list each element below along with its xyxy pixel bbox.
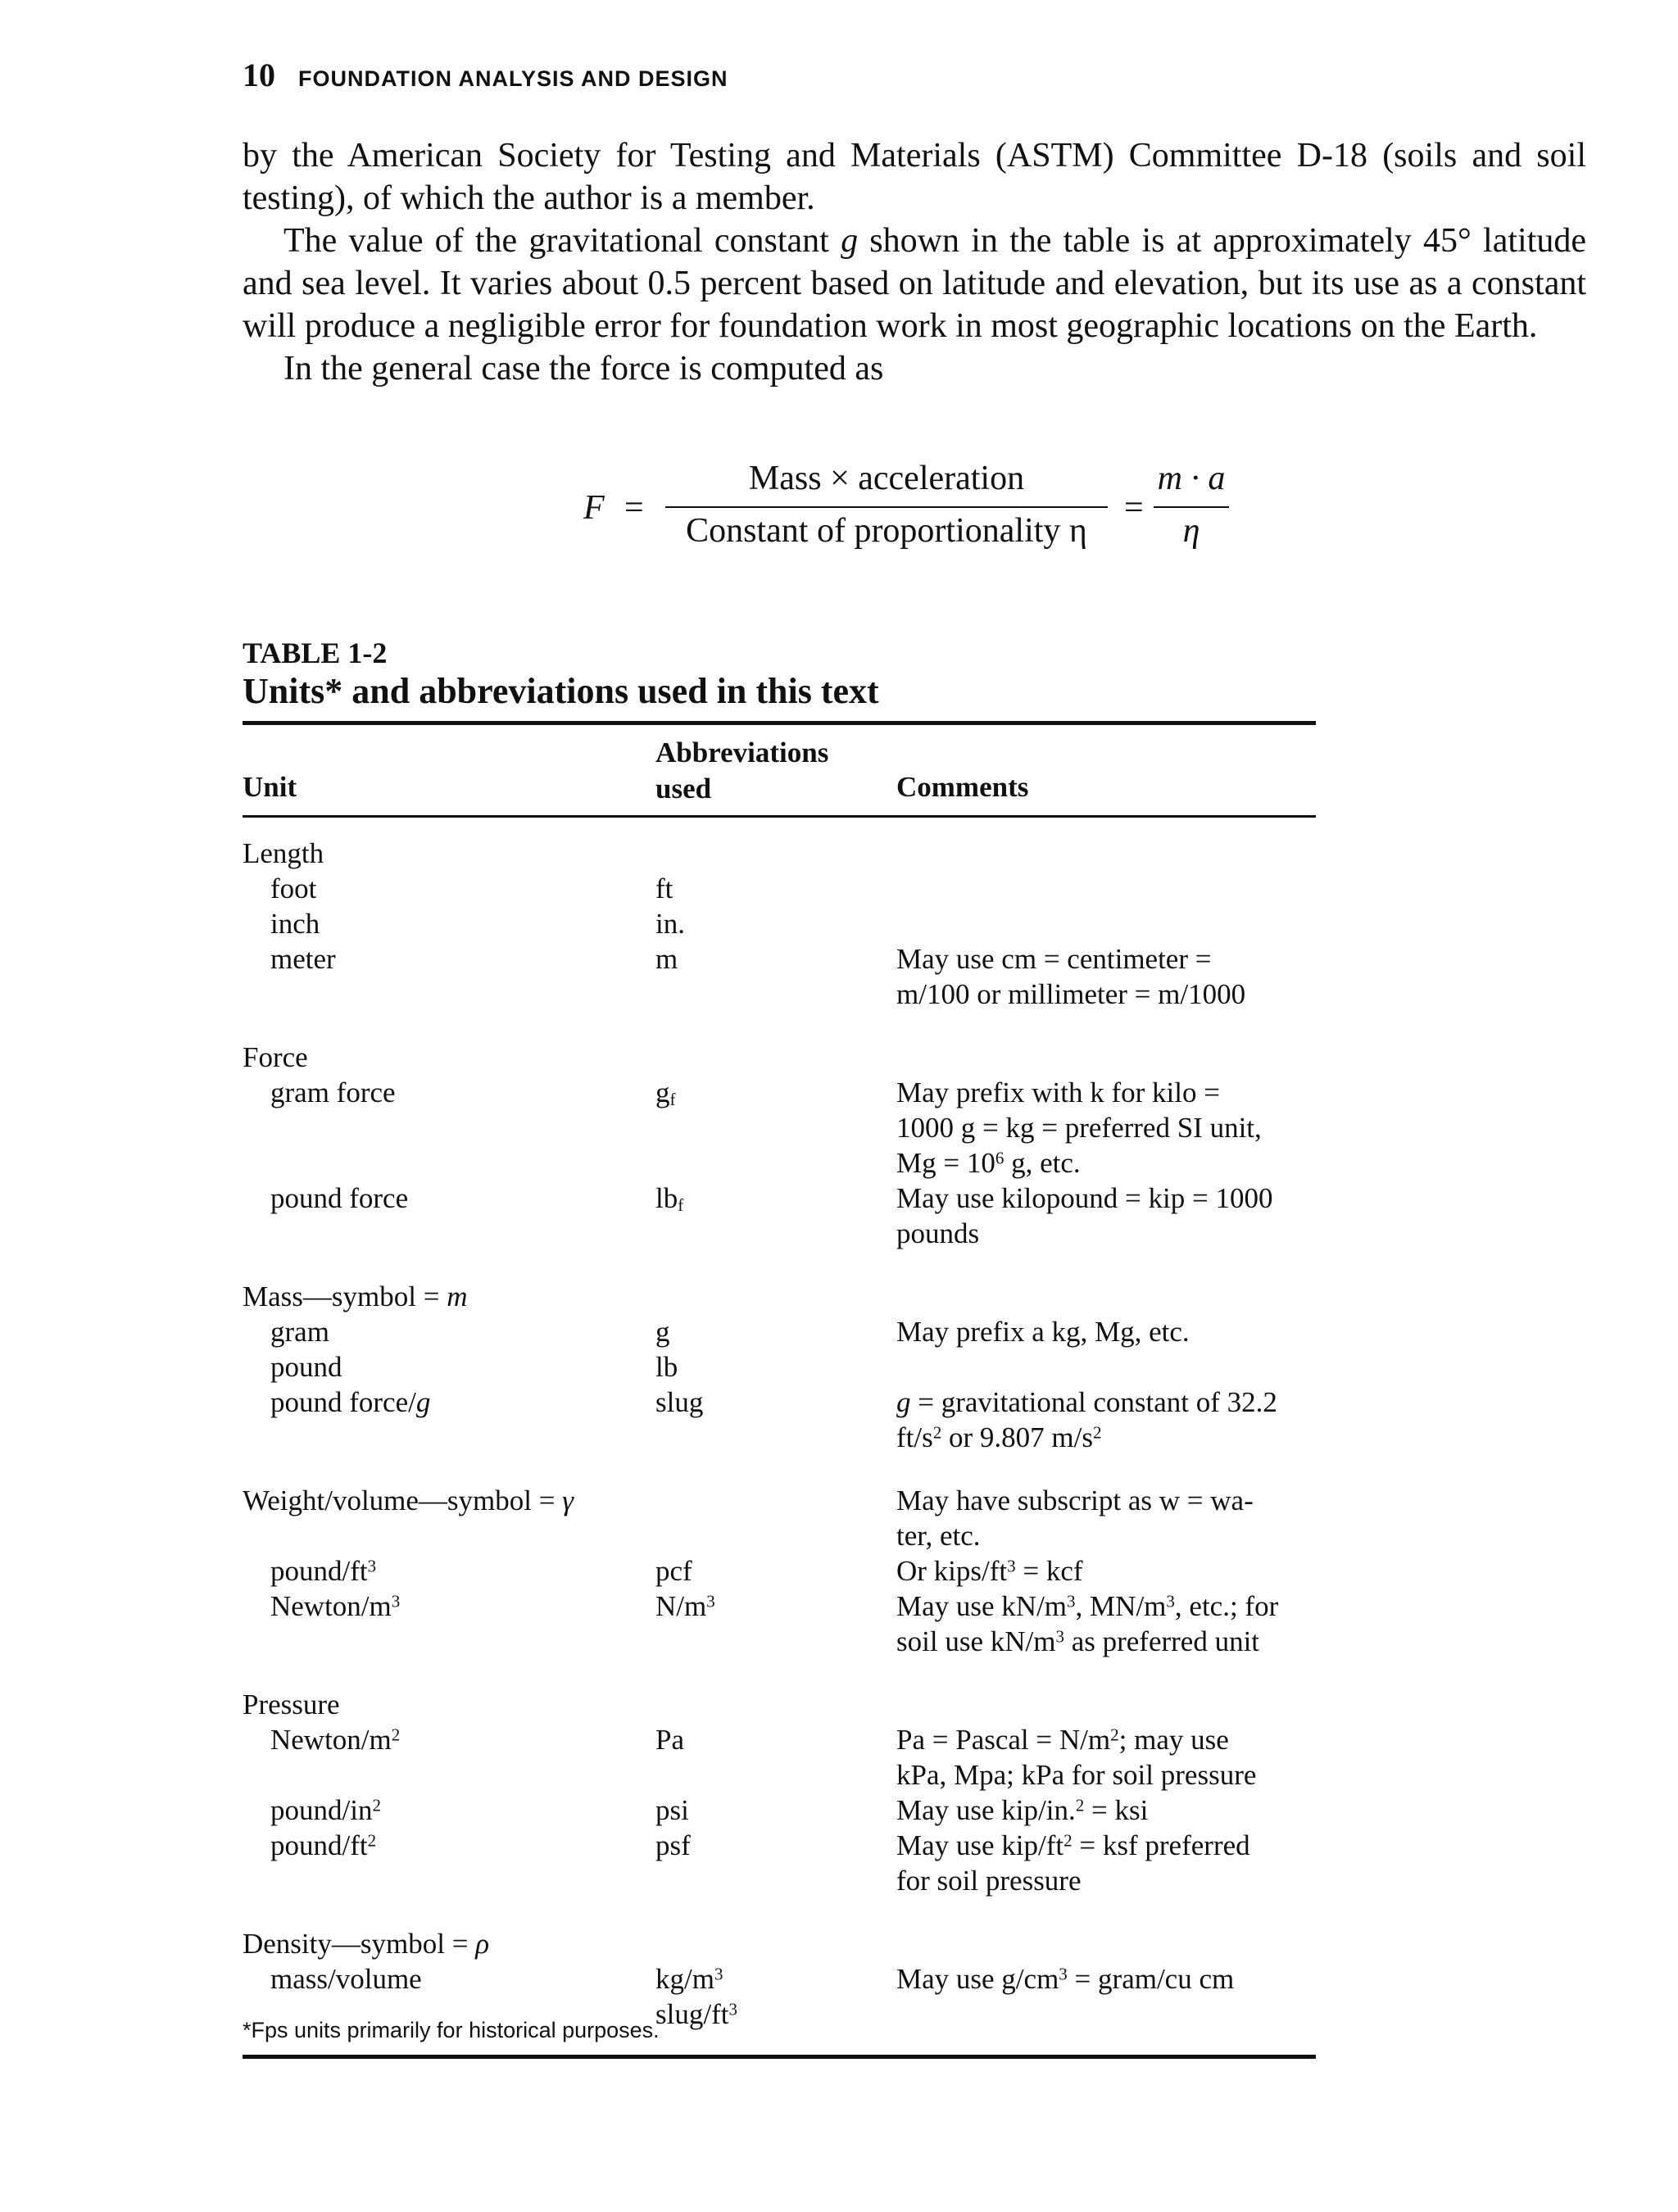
comment-text: g, etc. (1004, 1147, 1081, 1179)
fraction-bar-2 (1154, 506, 1229, 508)
comment-line (896, 1589, 1322, 1624)
superscript: 3 (728, 1999, 737, 2019)
cell-comment: May prefix a kg, Mg, etc. (896, 1316, 1190, 1348)
cell-abbr: Pa (655, 1724, 684, 1756)
table-row (243, 1314, 1316, 1349)
paragraph-2 (243, 220, 1586, 347)
cell-abbr: ft (655, 873, 673, 904)
comment-text: ft/s (896, 1421, 933, 1453)
table-row (243, 1722, 1316, 1793)
cell-unit: gram (270, 1316, 329, 1348)
paragraph-2-text-b: shown in the table is at approximately 45° latitude and sea level. It varies about 0.5 percent based on latitude and elevation, but its use as a constant will produce a negligible error for foundation work in most geographic locations on the Earth. (243, 222, 1586, 345)
cell-abbr (655, 1483, 896, 1553)
table-caption: Units* and abbreviations used in this text (243, 671, 879, 711)
cell-comment (896, 1828, 1322, 1898)
superscript: 6 (995, 1148, 1005, 1168)
symbol-g: g (896, 1386, 911, 1418)
superscript: 3 (367, 1556, 377, 1576)
superscript: 2 (391, 1725, 401, 1745)
comment-line: 1000 g = kg = preferred SI unit, (896, 1112, 1262, 1144)
cell-comment (896, 1961, 1322, 2032)
comment-line: for soil pressure (896, 1865, 1082, 1897)
comment-line: kPa, Mpa; kPa for soil pressure (896, 1759, 1257, 1791)
running-header (243, 56, 728, 94)
cell-abbr: slug (655, 1386, 704, 1418)
cell-abbr: psf (655, 1829, 691, 1861)
fraction-1-numerator: Mass × acceleration (748, 460, 1025, 497)
units-table (243, 721, 1316, 2059)
group-title: Pressure (243, 1688, 340, 1720)
cell-unit-text: Newton/m (270, 1590, 392, 1622)
cell-comment (896, 1349, 1322, 1385)
cell-unit (243, 1722, 655, 1793)
cell-unit (243, 1553, 655, 1589)
comment-text: or 9.807 m/s (941, 1421, 1093, 1453)
table-row (243, 1075, 1316, 1181)
group-title: Length (243, 837, 324, 869)
cell-unit: mass/volume (270, 1963, 422, 1995)
group-title-text: Mass—symbol = (243, 1281, 447, 1312)
table-row (243, 1589, 1316, 1659)
cell-unit: foot (270, 873, 317, 904)
paragraph-3: In the general case the force is computed as (283, 350, 884, 388)
comment-text: May use kN/m (896, 1590, 1068, 1622)
comment-text: Pa = Pascal = N/m (896, 1724, 1111, 1756)
comment-line: May have subscript as w = wa- (896, 1484, 1254, 1516)
cell-abbr: in. (655, 908, 685, 940)
abbr-line (655, 1997, 896, 2032)
superscript: 3 (1055, 1626, 1064, 1647)
cell-unit (243, 1385, 655, 1455)
superscript: 3 (714, 1964, 723, 1984)
cell-unit (243, 1793, 655, 1828)
superscript: 3 (1166, 1591, 1175, 1611)
equals-sign-2: = (1124, 489, 1144, 527)
cell-unit: inch (270, 908, 320, 940)
table-row (243, 1181, 1316, 1251)
table-body (243, 818, 1316, 2055)
cell-comment (896, 1589, 1322, 1659)
abbr-text: lb (655, 1182, 678, 1214)
comment-text: = gravitational constant of 32.2 (910, 1386, 1277, 1418)
comment-line: m/100 or millimeter = m/1000 (896, 978, 1246, 1010)
cell-abbr: lb (655, 1351, 678, 1383)
symbol-g: g (415, 1386, 431, 1418)
superscript: 2 (1075, 1795, 1085, 1815)
table-label: TABLE 1-2 (243, 637, 388, 669)
group-title: Force (243, 1041, 308, 1073)
symbol-g: g (841, 222, 859, 260)
superscript: 3 (391, 1591, 401, 1611)
cell-comment (896, 1075, 1322, 1181)
group-title-text: Density—symbol = (243, 1928, 476, 1960)
fraction-2-denominator: η (1182, 512, 1200, 550)
page-number: 10 (243, 57, 275, 93)
comment-text: , etc.; for (1174, 1590, 1279, 1622)
comment-line (896, 1828, 1322, 1863)
cell-unit-text: pound force/ (270, 1386, 416, 1418)
table-row (243, 1483, 1316, 1553)
comment-text: May use kip/ft (896, 1829, 1064, 1861)
comment-line (896, 1722, 1322, 1757)
fraction-1-denominator: Constant of proportionality η (686, 512, 1087, 550)
cell-unit: pound (270, 1351, 342, 1383)
cell-comment (896, 941, 1322, 1012)
cell-comment (896, 1483, 1322, 1553)
table-row (243, 836, 1316, 871)
comment-line (896, 1145, 1322, 1181)
body-text (243, 134, 1586, 390)
cell-abbr: g (655, 1316, 670, 1348)
header-abbreviations-line1: Abbreviations (655, 737, 829, 768)
superscript: 3 (706, 1591, 715, 1611)
comment-line (896, 1385, 1322, 1420)
group-title (243, 1926, 655, 1961)
comment-text: ; may use (1118, 1724, 1229, 1756)
header-unit: Unit (243, 771, 297, 803)
force-equation (0, 459, 1678, 557)
comment-line (896, 1624, 1322, 1659)
table-row (243, 1793, 1316, 1828)
cell-unit-text: Newton/m (270, 1724, 392, 1756)
table-row (243, 1553, 1316, 1589)
comment-text: = ksi (1084, 1794, 1149, 1826)
paragraph-2-text-a: The value of the gravitational constant (283, 222, 841, 260)
abbr-subscript: f (678, 1195, 684, 1216)
comment-line: pounds (896, 1217, 980, 1249)
table-bottom-rule (243, 2055, 1316, 2059)
group-title-text: Weight/volume—symbol = (243, 1484, 563, 1516)
abbr-text: N/m (655, 1590, 707, 1622)
table-row (243, 1349, 1316, 1385)
cell-comment (896, 906, 1322, 941)
superscript: 2 (367, 1830, 377, 1851)
header-abbreviations-line2: used (655, 773, 712, 805)
comment-line: May prefix with k for kilo = (896, 1077, 1220, 1108)
cell-abbr: m (655, 943, 678, 975)
fraction-2 (1154, 459, 1229, 551)
table-row (243, 1385, 1316, 1455)
cell-unit-text: pound/ft (270, 1829, 368, 1861)
group-mass (243, 1279, 1316, 1455)
cell-abbr: pcf (655, 1555, 692, 1587)
header-abbreviations (655, 735, 828, 807)
cell-abbr (655, 1181, 896, 1251)
superscript: 3 (1059, 1964, 1068, 1984)
group-pressure (243, 1687, 1316, 1898)
group-density (243, 1926, 1316, 2032)
comment-text: = ksf preferred (1072, 1829, 1250, 1861)
comment-text: as preferred unit (1063, 1625, 1260, 1657)
cell-unit-text: pound/in (270, 1794, 373, 1826)
cell-unit-text: pound/ft (270, 1555, 368, 1587)
superscript: 2 (1092, 1422, 1102, 1443)
cell-comment (896, 1722, 1322, 1793)
cell-unit: gram force (270, 1077, 396, 1108)
table-row (243, 941, 1316, 1012)
superscript: 2 (372, 1795, 381, 1815)
equation-lhs: F (583, 489, 605, 527)
cell-abbr: psi (655, 1794, 689, 1826)
running-title: FOUNDATION ANALYSIS AND DESIGN (298, 66, 728, 91)
paragraph-1: by the American Society for Testing and Materials (ASTM) Committee D-18 (soils and soil testing), of which the author is a member. (243, 137, 1586, 217)
comment-text: = kcf (1015, 1555, 1083, 1587)
abbr-text: g (655, 1077, 670, 1108)
cell-comment (896, 871, 1322, 906)
cell-abbr (655, 1961, 896, 2032)
cell-unit: meter (270, 943, 336, 975)
table-row (243, 1926, 1316, 1961)
fraction-bar (665, 506, 1108, 508)
table-row (243, 1828, 1316, 1898)
comment-text: soil use kN/m (896, 1625, 1056, 1657)
table-row (243, 1687, 1316, 1722)
abbr-line (655, 1961, 896, 1997)
table-row (243, 1279, 1316, 1314)
abbr-text: slug/ft (655, 1998, 729, 2030)
header-comments: Comments (896, 771, 1029, 803)
abbr-subscript: f (669, 1090, 676, 1110)
cell-abbr (655, 1589, 896, 1659)
table-row (243, 871, 1316, 906)
table-row (243, 906, 1316, 941)
symbol-rho: ρ (475, 1928, 489, 1960)
cell-unit (243, 1589, 655, 1659)
table-header (243, 725, 1316, 815)
superscript: 3 (1007, 1556, 1016, 1576)
fraction-2-numerator: m · a (1157, 460, 1226, 497)
superscript: 2 (1110, 1725, 1119, 1745)
cell-unit: pound force (270, 1182, 409, 1214)
equals-sign: = (624, 489, 644, 527)
cell-comment (896, 1793, 1322, 1828)
comment-text: May use g/cm (896, 1963, 1059, 1995)
comment-line: ter, etc. (896, 1520, 981, 1552)
superscript: 2 (1063, 1830, 1073, 1851)
cell-comment (896, 1553, 1322, 1589)
symbol-gamma: γ (562, 1484, 574, 1516)
symbol-m: m (447, 1281, 468, 1312)
group-title (243, 1279, 655, 1314)
comment-line: May use cm = centimeter = (896, 943, 1212, 975)
cell-comment (896, 1385, 1322, 1455)
group-force (243, 1040, 1316, 1251)
table-row (243, 1040, 1316, 1075)
comment-text: Mg = 10 (896, 1147, 995, 1179)
cell-unit (243, 1828, 655, 1898)
comment-text: May use kip/in. (896, 1794, 1076, 1826)
comment-text: = gram/cu cm (1067, 1963, 1235, 1995)
comment-line: May use kilopound = kip = 1000 (896, 1182, 1273, 1214)
comment-text: , MN/m (1075, 1590, 1167, 1622)
group-length (243, 836, 1316, 1012)
table-footnote: *Fps units primarily for historical purposes. (243, 2018, 660, 2042)
superscript: 2 (932, 1422, 942, 1443)
superscript: 3 (1067, 1591, 1076, 1611)
comment-line (896, 1420, 1322, 1455)
fraction-1 (665, 459, 1108, 551)
cell-abbr (655, 1075, 896, 1181)
group-title (243, 1483, 655, 1553)
comment-text: Or kips/ft (896, 1555, 1008, 1587)
abbr-text: kg/m (655, 1963, 714, 1995)
group-weight-volume (243, 1483, 1316, 1659)
cell-comment (896, 1181, 1322, 1251)
